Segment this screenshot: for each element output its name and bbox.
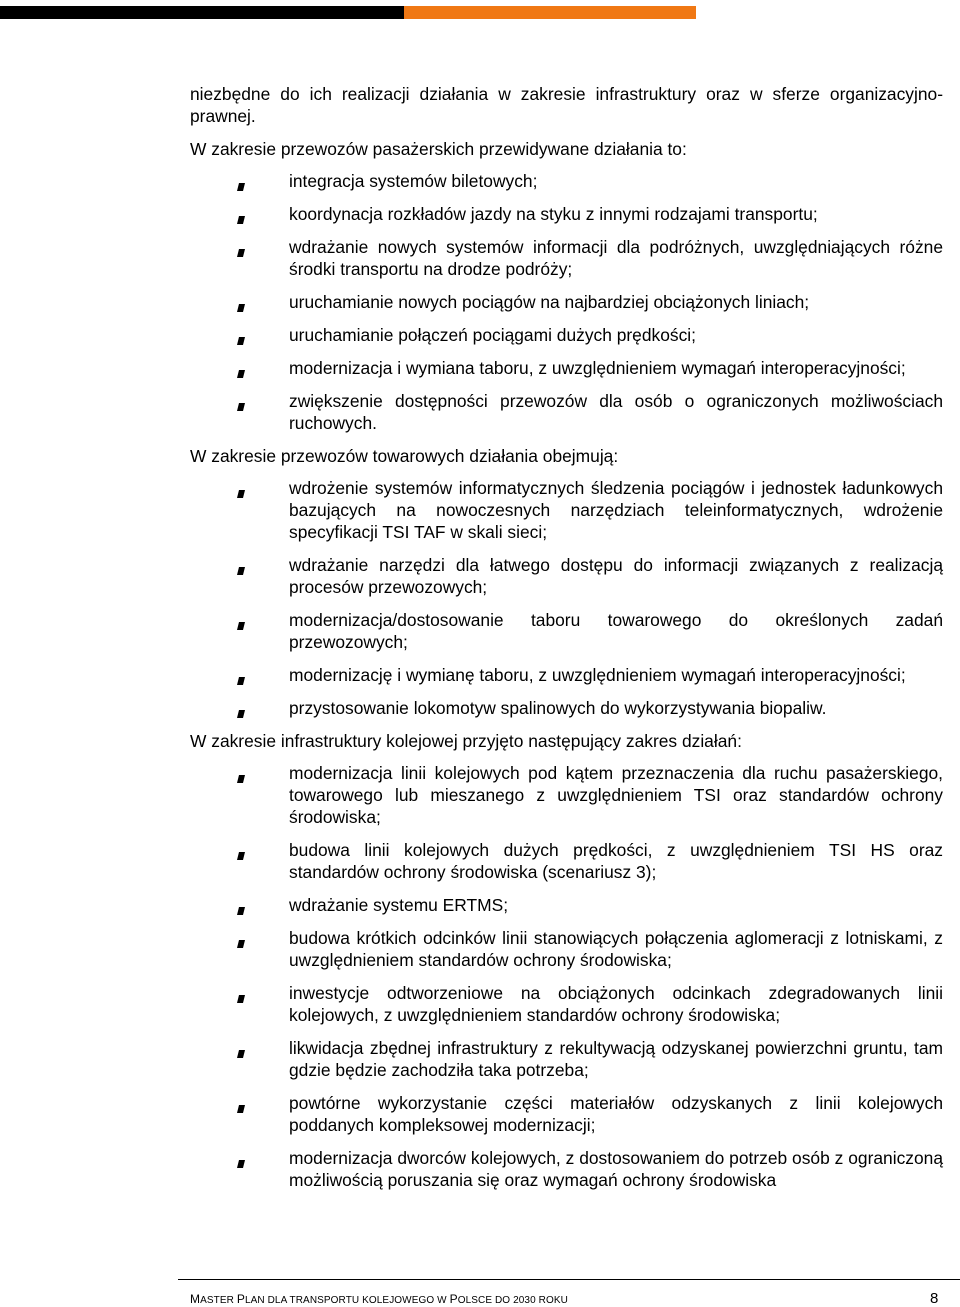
list-item (190, 291, 943, 313)
list-item (190, 762, 943, 828)
flag-bullet-icon (236, 208, 246, 218)
list-item (190, 982, 943, 1026)
list-item (190, 1147, 943, 1191)
list-item (190, 236, 943, 280)
flag-bullet-icon (236, 614, 246, 624)
list-item-text: wdrożenie systemów informatycznych śledzenia pociągów i jednostek ładunkowych bazujących na nowoczesnych narzędziach teleinformatycznych, wdrożenie specyfikacji TSI TAF w skali sieci; (289, 478, 943, 542)
flag-bullet-icon (236, 175, 246, 185)
flag-bullet-icon (236, 669, 246, 679)
flag-bullet-icon (236, 1097, 246, 1107)
bullet-list (190, 170, 943, 434)
list-item-text: modernizację i wymianę taboru, z uwzględnieniem wymagań interoperacyjności; (289, 665, 906, 685)
list-item (190, 170, 943, 192)
flag-bullet-icon (236, 329, 246, 339)
footer-title: MASTER PLAN DLA TRANSPORTU KOLEJOWEGO W POLSCE DO 2030 ROKU (190, 1292, 568, 1306)
flag-bullet-icon (236, 296, 246, 306)
footer-divider (178, 1279, 960, 1280)
list-item (190, 203, 943, 225)
paragraph-continuation: niezbędne do ich realizacji działania w zakresie infrastruktury oraz w sferze organizacyjno-prawnej. (190, 84, 943, 126)
list-item-text: przystosowanie lokomotyw spalinowych do wykorzystywania biopaliw. (289, 698, 827, 718)
flag-bullet-icon (236, 1152, 246, 1162)
list-item-text: wdrażanie narzędzi dla łatwego dostępu do informacji związanych z realizacją procesów przewozowych; (289, 555, 943, 597)
header-bar-black (0, 6, 404, 19)
list-item-text: modernizacja linii kolejowych pod kątem przeznaczenia dla ruchu pasażerskiego, towarowego lub mieszanego z uwzględnieniem TSI oraz standardów ochrony środowiska; (289, 763, 943, 827)
list-item-text: zwiększenie dostępności przewozów dla osób o ograniczonych możliwościach ruchowych. (289, 391, 943, 433)
list-item-text: inwestycje odtworzeniowe na obciążonych odcinkach zdegradowanych linii kolejowych, z uwzględnieniem standardów ochrony środowiska; (289, 983, 943, 1025)
flag-bullet-icon (236, 241, 246, 251)
flag-bullet-icon (236, 932, 246, 942)
list-item (190, 697, 943, 719)
list-item (190, 324, 943, 346)
flag-bullet-icon (236, 482, 246, 492)
list-item-text: modernizacja/dostosowanie taboru towarowego do określonych zadań przewozowych; (289, 610, 943, 652)
list-item (190, 1037, 943, 1081)
flag-bullet-icon (236, 559, 246, 569)
document-body (190, 83, 943, 1191)
list-item (190, 927, 943, 971)
list-item-text: wdrażanie nowych systemów informacji dla podróżnych, uwzględniających różne środki transportu na drodze podróży; (289, 237, 943, 279)
list-item-text: powtórne wykorzystanie części materiałów odzyskanych z linii kolejowych poddanych kompleksowej modernizacji; (289, 1093, 943, 1135)
flag-bullet-icon (236, 767, 246, 777)
list-item (190, 357, 943, 379)
list-item-text: modernizacja dworców kolejowych, z dostosowaniem do potrzeb osób z ograniczoną możliwością poruszania się oraz wymagań ochrony środowiska (289, 1148, 943, 1190)
flag-bullet-icon (236, 362, 246, 372)
section-spacer (190, 719, 943, 730)
list-item (190, 664, 943, 686)
page-number: 8 (930, 1290, 939, 1307)
section-spacer (190, 434, 943, 445)
list-item (190, 390, 943, 434)
list-item-text: integracja systemów biletowych; (289, 171, 538, 191)
flag-bullet-icon (236, 1042, 246, 1052)
list-item-text: modernizacja i wymiana taboru, z uwzględnieniem wymagań interoperacyjności; (289, 358, 906, 378)
flag-bullet-icon (236, 395, 246, 405)
flag-bullet-icon (236, 899, 246, 909)
list-item-text: koordynacja rozkładów jazdy na styku z innymi rodzajami transportu; (289, 204, 818, 224)
header-bar-orange (404, 6, 696, 19)
section-intro: W zakresie infrastruktury kolejowej przyjęto następujący zakres działań: (190, 731, 742, 751)
bullet-list (190, 477, 943, 719)
list-item (190, 609, 943, 653)
list-item (190, 1092, 943, 1136)
list-item (190, 894, 943, 916)
list-item-text: uruchamianie połączeń pociągami dużych prędkości; (289, 325, 696, 345)
list-item-text: wdrażanie systemu ERTMS; (289, 895, 509, 915)
list-item-text: likwidacja zbędnej infrastruktury z rekultywacją odzyskanej powierzchni gruntu, tam gdzie będzie zachodziła taka potrzeba; (289, 1038, 943, 1080)
section-intro: W zakresie przewozów towarowych działania obejmują: (190, 446, 619, 466)
list-item (190, 554, 943, 598)
list-item-text: budowa krótkich odcinków linii stanowiących połączenia aglomeracji z lotniskami, z uwzględnieniem standardów ochrony środowiska; (289, 928, 943, 970)
flag-bullet-icon (236, 702, 246, 712)
list-item-text: budowa linii kolejowych dużych prędkości, z uwzględnieniem TSI HS oraz standardów ochrony środowiska (scenariusz 3); (289, 840, 943, 882)
list-item (190, 839, 943, 883)
list-item-text: uruchamianie nowych pociągów na najbardziej obciążonych liniach; (289, 292, 810, 312)
flag-bullet-icon (236, 987, 246, 997)
bullet-list (190, 762, 943, 1191)
list-item (190, 477, 943, 543)
section-intro: W zakresie przewozów pasażerskich przewidywane działania to: (190, 139, 687, 159)
flag-bullet-icon (236, 844, 246, 854)
